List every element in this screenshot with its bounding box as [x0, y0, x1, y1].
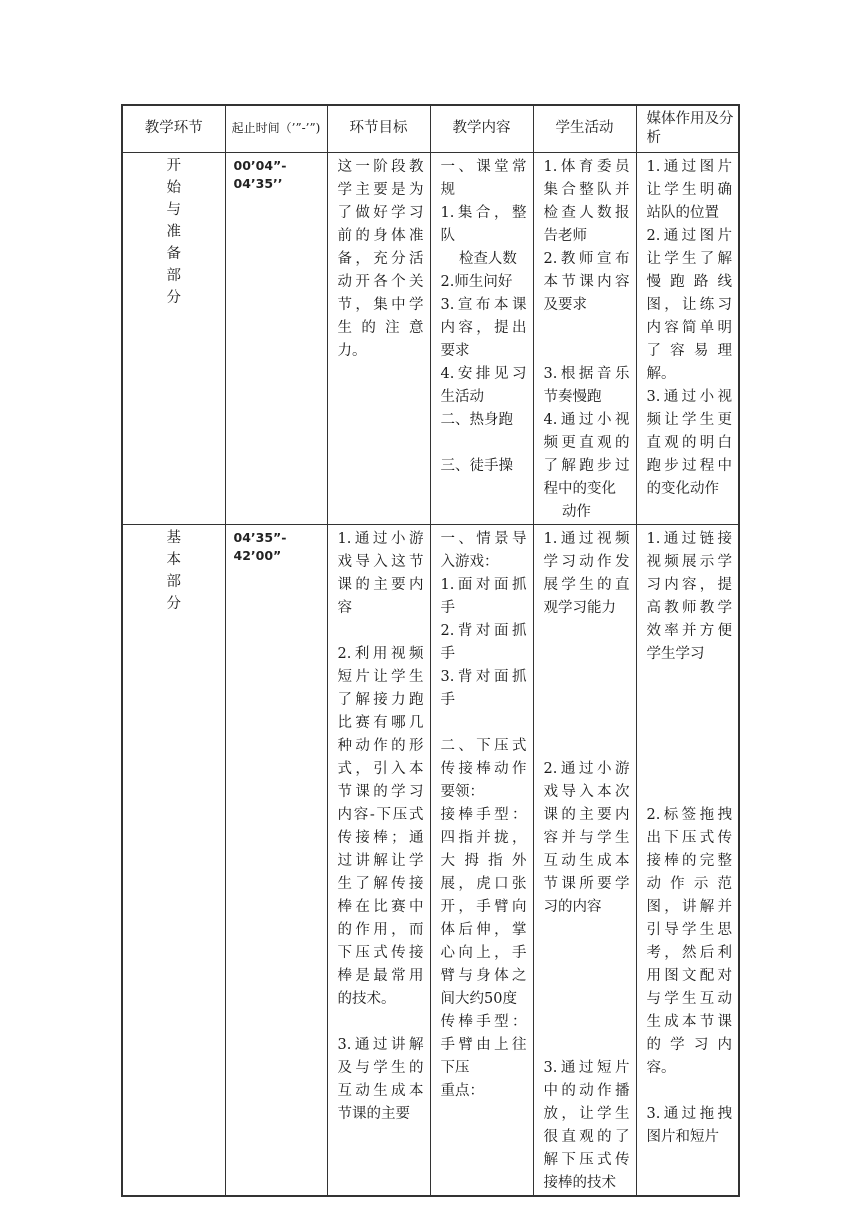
stage-cell [122, 524, 225, 1196]
stage-cell [122, 152, 225, 524]
content-text: 一、情景导入游戏： 1.面对面抓手 2.背对面抓手 3.背对面抓手 二、下压式传接棒动作要领： 接棒手型：四指并拢，大拇指外展，虎口张开，手臂向体后伸，掌心向上，手臂与身体之间大约50度 传棒手型：手臂由上往下压 重点： [440, 530, 527, 1099]
header-stage: 教学环节 [122, 105, 225, 152]
content-cell [430, 152, 533, 524]
time-end: 04’35’’ [233, 175, 283, 191]
media-cell [636, 524, 739, 1196]
goal-cell [327, 524, 430, 1196]
stage-char: 分 [166, 595, 181, 612]
stage-char: 开 [166, 157, 181, 174]
media-text: 1.通过图片让学生明确站队的位置 2.通过图片让学生了解慢跑路线图，让练习内容简单明了容易理解。 3.通过小视频让学生更直观的明白跑步过程中的变化动作 [646, 158, 732, 497]
header-time: 起止时间（’”-’”) [225, 105, 327, 152]
header-row [122, 105, 739, 152]
time-cell [225, 524, 327, 1196]
time-start: 04’35”- [233, 529, 287, 545]
table-row [122, 524, 739, 1196]
stage-char: 本 [166, 551, 181, 568]
header-goal: 环节目标 [327, 105, 430, 152]
stage-char: 与 [166, 201, 181, 218]
activity-cell [533, 524, 636, 1196]
stage-char: 准 [166, 223, 181, 240]
stage-char: 备 [166, 245, 181, 262]
lesson-plan-table [121, 104, 740, 1197]
table-row [122, 152, 739, 524]
header-activity: 学生活动 [533, 105, 636, 152]
stage-char: 分 [166, 289, 181, 306]
stage-char: 部 [166, 267, 181, 284]
stage-char: 部 [166, 573, 181, 590]
stage-char: 始 [166, 179, 181, 196]
time-end: 42’00” [233, 547, 282, 563]
stage-char: 基 [166, 529, 181, 546]
content-text: 一、课堂常规 1.集合，整队 检查人数 2.师生问好 3.宣布本课内容，提出要求 4.安排见习生活动 二、热身跑 三、徒手操 [440, 158, 527, 474]
activity-text: 1.体育委员集合整队并检查人数报告老师 2.教师宣布本节课内容及要求 3.根据音乐节奏慢跑 4.通过小视频更直观的了解跑步过程中的变化 动作 [543, 158, 630, 520]
goal-text: 这一阶段教学主要是为了做好学习前的身体准备，充分活动开各个关节，集中学生的注意力。 [337, 158, 424, 359]
activity-text: 1.通过视频学习动作发展学生的直观学习能力 2.通过小游戏导入本次课的主要内容并与学生互动生成本节课所要学习的内容 3.通过短片中的动作播放，让学生很直观的了解下压式传接棒的技术 [543, 530, 630, 1191]
header-media: 媒体作用及分析 [636, 105, 739, 152]
goal-text: 1.通过小游戏导入这节课的主要内容 2.利用视频短片让学生了解接力跑比赛有哪几种动作的形式，引入本节课的学习内容-下压式传接棒；通过讲解让学生了解传接棒在比赛中的作用，而下压式传接棒是最常用的技术。 3.通过讲解及与学生的互动生成本节课的主要 [337, 530, 424, 1122]
header-content: 教学内容 [430, 105, 533, 152]
goal-cell [327, 152, 430, 524]
media-text: 1.通过链接视频展示学习内容，提高教师教学效率并方便学生学习 2.标签拖拽出下压式传接棒的完整动作示范图，讲解并引导学生思考，然后利用图文配对与学生互动生成本节课的学习内容。 3.通过拖拽图片和短片 [646, 530, 732, 1145]
time-cell [225, 152, 327, 524]
content-cell [430, 524, 533, 1196]
media-cell [636, 152, 739, 524]
time-start: 00’04”- [233, 157, 287, 173]
activity-cell [533, 152, 636, 524]
